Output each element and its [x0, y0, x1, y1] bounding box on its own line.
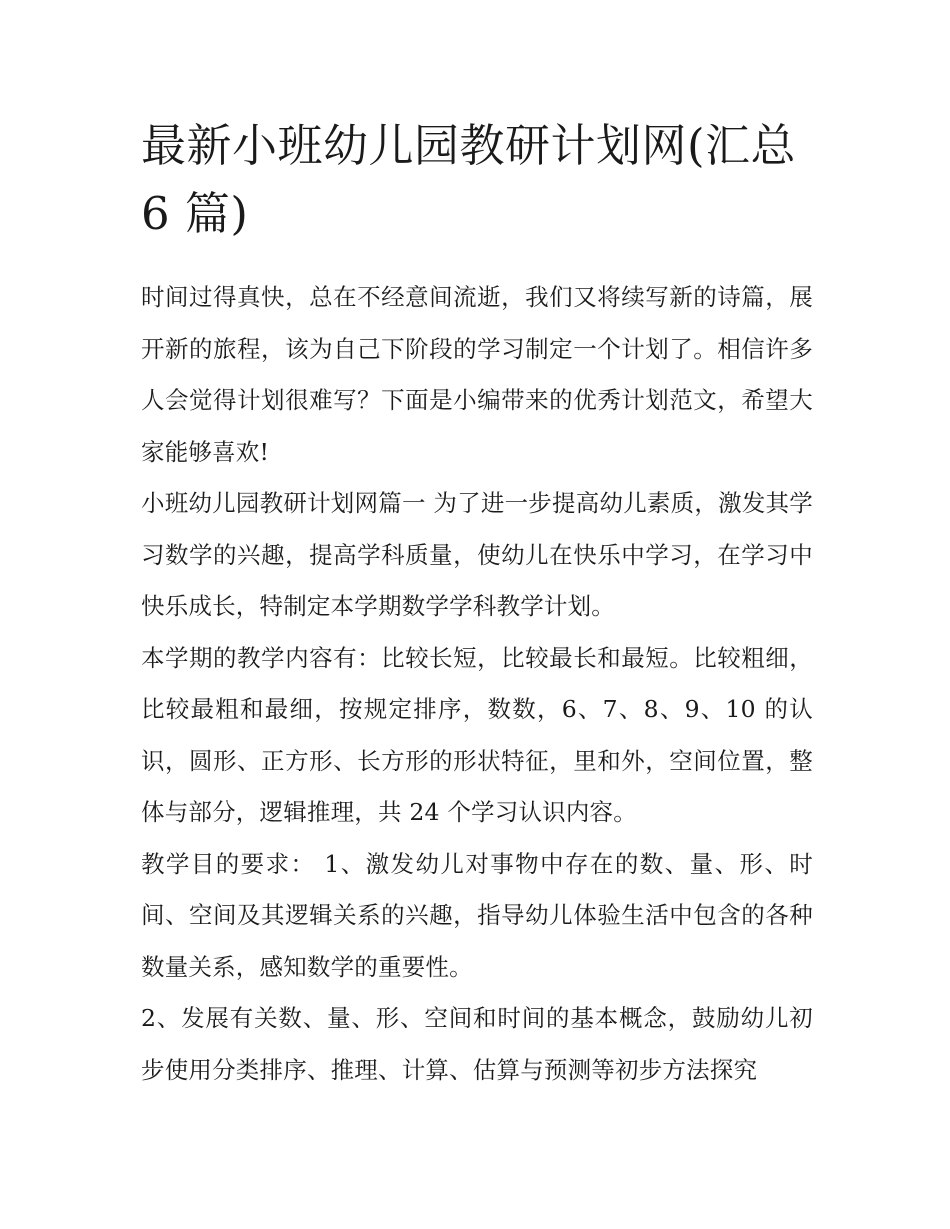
- paragraph-intro: 时间过得真快，总在不经意间流逝，我们又将续写新的诗篇，展开新的旅程，该为自己下阶段的学习制定一个计划了。相信许多人会觉得计划很难写？下面是小编带来的优秀计划范文，希望大家能够喜欢!: [141, 283, 813, 466]
- paragraph-goal-2: 2、发展有关数、量、形、空间和时间的基本概念，鼓励幼儿初步使用分类排序、推理、计算、估算与预测等初步方法探究: [141, 1004, 813, 1084]
- document-body: [141, 272, 813, 1096]
- document-title: 最新小班幼儿园教研计划网(汇总 6 篇): [141, 119, 797, 240]
- paragraph-teaching-content: 本学期的教学内容有：比较长短，比较最长和最短。比较粗细，比较最粗和最细，按规定排序，数数，6、7、8、9、10 的认识，圆形、正方形、长方形的形状特征，里和外，空间位置，整体与部分，逻辑推理，共 24 个学习认识内容。: [141, 643, 813, 826]
- document-content: [141, 112, 813, 1096]
- paragraph-goal-1: 教学目的要求： 1、激发幼儿对事物中存在的数、量、形、时间、空间及其逻辑关系的兴趣，指导幼儿体验生活中包含的各种数量关系，感知数学的重要性。: [141, 849, 813, 981]
- paragraph-section-one: 小班幼儿园教研计划网篇一 为了进一步提高幼儿素质，激发其学习数学的兴趣，提高学科质量，使幼儿在快乐中学习，在学习中快乐成长，特制定本学期数学学科教学计划。: [141, 489, 813, 620]
